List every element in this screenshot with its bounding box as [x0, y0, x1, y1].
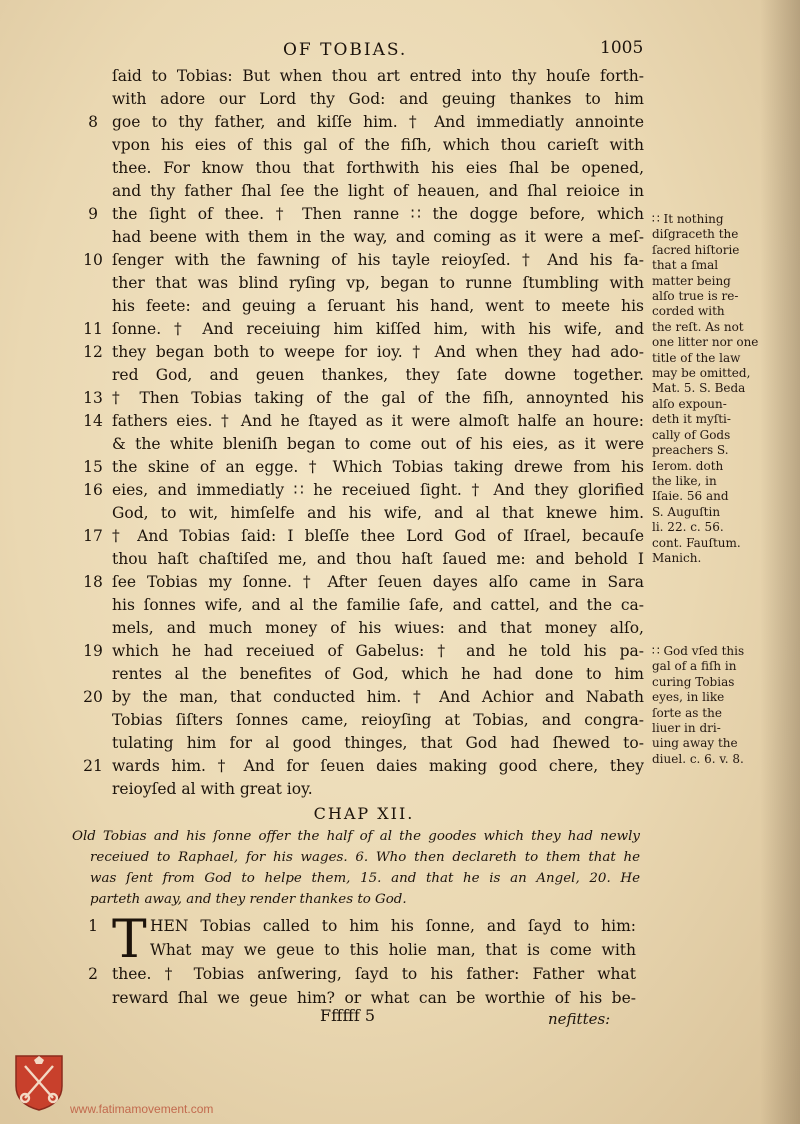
margin-note-line: the like, in [652, 473, 717, 488]
text-line: with adore our Lord thy God: and geuing thankes to him [112, 90, 644, 108]
verse-number [78, 363, 108, 387]
verse-number [78, 777, 108, 801]
page-number: 1005 [600, 38, 644, 58]
margin-note-line: corded with [652, 304, 725, 319]
text-line: Tobias ſiſters ſonnes came, reioyſing at Tobias, and congra- [112, 711, 644, 729]
margin-note-line: may be omitted, [652, 366, 751, 381]
verse-number: 20 [83, 688, 103, 706]
margin-note-line: gal of a fiſh in [652, 659, 737, 674]
verse-number [78, 225, 108, 249]
verse-number [78, 64, 108, 88]
margin-note-line: li. 22. c. 56. [652, 520, 724, 535]
margin-note-line: preachers S. [652, 443, 729, 458]
verse-number: 16 [83, 481, 103, 499]
margin-note-line: cally of Gods [652, 427, 731, 442]
text-line: thou haſt chaſtiſed me, and thou haſt ſaued me: and behold I [112, 550, 644, 568]
text-line: thee. For know thou that forthwith his eies ſhal be opened, [112, 159, 644, 177]
text-line: they began both to weepe for ioy. † And when they had ado- [112, 343, 644, 361]
verse-number [78, 156, 108, 180]
margin-note-line: the reſt. As not [652, 319, 744, 334]
margin-note-line: Iſaie. 56 and [652, 489, 729, 504]
argument-line: Old Tobias and his ſonne offer the half of al the goodes which they had newly [72, 829, 640, 844]
text-line: the skine of an egge. † Which Tobias taking drewe from his [112, 458, 644, 476]
chapter-heading [0, 804, 800, 823]
verse-number: 12 [83, 343, 103, 361]
verse-number [78, 593, 108, 617]
text-line: which he had receiued of Gabelus: † and he told his pa- [112, 642, 644, 660]
text-line: God, to wit, himſelfe and his wife, and al that knewe him. [112, 504, 644, 522]
verse-number [78, 708, 108, 732]
catchword: nefittes: [548, 1010, 611, 1028]
text-line: HEN Tobias called to him his ſonne, and ſayd to him: [150, 917, 636, 935]
margin-note-line: diſgraceth the [652, 227, 739, 242]
text-line: mels, and much money of his wiues: and that money alſo, [112, 619, 644, 637]
text-line: reioyſed al with great ioy. [112, 780, 313, 798]
verse-number: 19 [83, 642, 103, 660]
margin-note-line: S. Auguſtin [652, 504, 721, 519]
verse-number [78, 133, 108, 157]
text-line: his feete: and geuing a ſeruant his hand, went to meete his [112, 297, 644, 315]
margin-note-line: deth it myſti- [652, 412, 731, 427]
text-line: wards him. † And for ſeuen daies making good chere, they [112, 757, 644, 775]
verse-number [78, 501, 108, 525]
verse-number: 11 [83, 320, 103, 338]
argument-line: was ſent from God to helpe them, 15. and that he is an Angel, 20. He [90, 871, 640, 886]
text-line: red God, and geuen thankes, they ſate downe together. [112, 366, 644, 384]
chapter-heading-text: CHAP XII. [313, 804, 415, 823]
margin-note-line: Ierom. doth [652, 458, 724, 473]
verse-number [78, 731, 108, 755]
text-line: the ſight of thee. † Then ranne ∷ the dogge before, which [112, 205, 644, 223]
verse-number [78, 179, 108, 203]
margin-note-line: liuer in dri- [652, 721, 721, 736]
running-title: OF TOBIAS. [283, 40, 408, 60]
margin-note-line: ∷ It nothing [652, 212, 724, 226]
text-line: by the man, that conducted him. † And Achior and Nabath [112, 688, 644, 706]
text-line: † And Tobias ſaid: I bleſſe thee Lord God of Iſrael, becauſe [112, 527, 644, 545]
text-line: thee. † Tobias anſwering, ſayd to his father: Father what [112, 965, 636, 983]
margin-note-line: matter being [652, 273, 731, 288]
argument-line: parteth away, and they render thankes to God. [90, 892, 407, 907]
verse-number [78, 662, 108, 686]
text-line: What may we geue to this holie man, that is come with [150, 941, 636, 959]
text-line: his ſonnes wife, and al the familie ſafe, and cattel, and the ca- [112, 596, 644, 614]
website-watermark: www.fatimamovement.com [70, 1102, 214, 1116]
margin-note-line: ∷ God vſed this [652, 644, 745, 658]
text-line: had beene with them in the way, and coming as it were a meſ- [112, 228, 644, 246]
margin-note-line: ſacred hiſtorie [652, 242, 740, 257]
margin-note-dog [652, 212, 772, 566]
text-line: ſenger with the fawning of his tayle reioyſed. † And his fa- [112, 251, 644, 269]
verse-number: 21 [83, 757, 103, 775]
text-line: ther that was blind ryſing vp, began to runne ſtumbling with [112, 274, 644, 292]
text-line: ſaid to Tobias: But when thou art entred into thy houſe forth- [112, 67, 644, 85]
text-line: vpon his eies of this gal of the fiſh, which thou carieſt with [112, 136, 644, 154]
verse-number [78, 432, 108, 456]
margin-note-line: uing away the [652, 736, 738, 751]
text-line: eies, and immediatly ∷ he receiued ſight. † And they glorified [112, 481, 644, 499]
verse-number: 10 [83, 251, 103, 269]
verse-number [78, 294, 108, 318]
chapter-argument [72, 826, 640, 910]
text-line: & the white bleniſh began to come out of his eies, as it were [112, 435, 644, 453]
argument-line: receiued to Raphael, for his wages. 6. Who then declareth to them that he [90, 850, 640, 865]
text-line: reward ſhal we geue him? or what can be worthie of his be- [112, 989, 636, 1007]
text-line: † Then Tobias taking of the gal of the fiſh, annoynted his [112, 389, 644, 407]
verse-number: 1 [88, 917, 98, 935]
text-line: rentes al the benefites of God, which he had done to him [112, 665, 644, 683]
drop-cap: T [112, 910, 147, 970]
margin-note-line: curing Tobias [652, 674, 735, 689]
margin-note-line: Mat. 5. S. Beda [652, 381, 746, 396]
text-line: ſee Tobias my ſonne. † After ſeuen dayes alſo came in Sara [112, 573, 644, 591]
crossed-keys-logo [12, 1052, 66, 1112]
margin-note-line: alſo expoun- [652, 396, 727, 411]
verse-number: 17 [83, 527, 103, 545]
verse-number: 18 [83, 573, 103, 591]
margin-note-line: title of the law [652, 350, 741, 365]
verse-number: 13 [83, 389, 103, 407]
verse-number: 2 [88, 965, 98, 983]
text-line: goe to thy father, and kiſſe him. † And immediatly annointe [112, 113, 644, 131]
margin-note-line: diuel. c. 6. v. 8. [652, 751, 744, 766]
verse-number [78, 547, 108, 571]
verse-number: 9 [88, 205, 98, 223]
margin-note-line: cont. Fauſtum. [652, 535, 741, 550]
text-line: and thy father ſhal ſee the light of heauen, and ſhal reioice in [112, 182, 644, 200]
margin-note-gall [652, 644, 772, 767]
verse-number: 15 [83, 458, 103, 476]
verse-number [78, 616, 108, 640]
verse-number [78, 271, 108, 295]
text-line: fathers eies. † And he ſtayed as it were almoſt halfe an houre: [112, 412, 644, 430]
verse-number [78, 87, 108, 111]
text-line: tulating him for al good thinges, that God had ſhewed to- [112, 734, 644, 752]
margin-note-line: that a ſmal [652, 258, 719, 273]
signature-mark: Ffffff 5 [320, 1006, 376, 1025]
margin-note-line: eyes, in like [652, 690, 725, 705]
margin-note-line: one litter nor one [652, 335, 759, 350]
verse-number: 14 [83, 412, 103, 430]
margin-note-line: alſo true is re- [652, 289, 739, 304]
text-line: ſonne. † And receiuing him kiſſed him, with his wife, and [112, 320, 644, 338]
margin-note-line: Manich. [652, 550, 702, 565]
verse-number: 8 [88, 113, 98, 131]
margin-note-line: ſorte as the [652, 705, 722, 720]
